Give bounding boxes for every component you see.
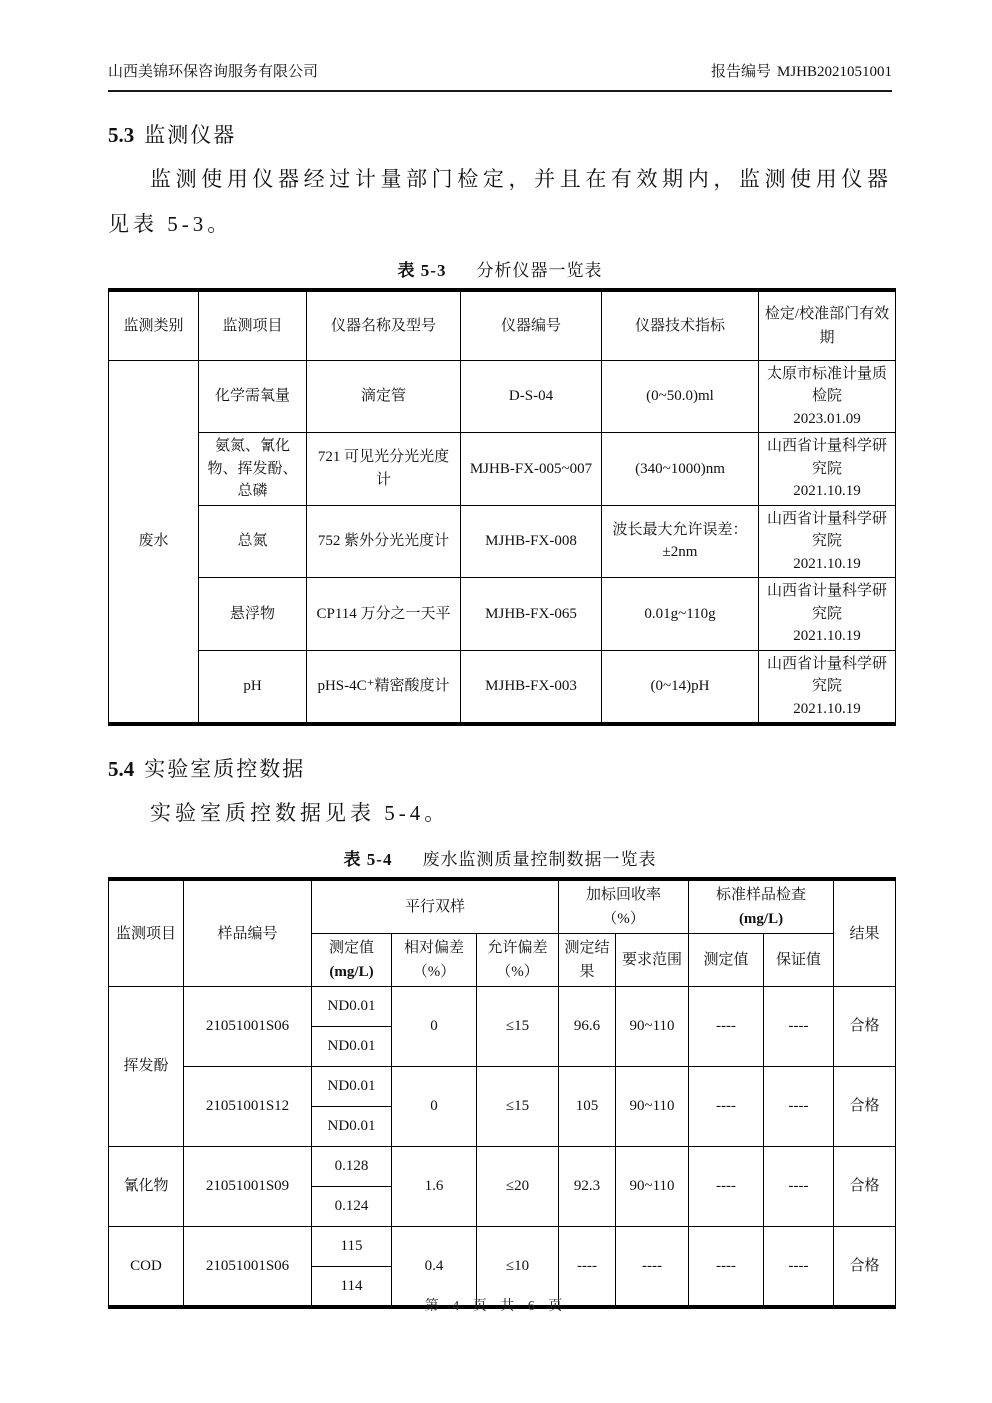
- validity-date: 2023.01.09: [793, 410, 861, 427]
- cell-instrument-number: MJHB-FX-005~007: [461, 433, 602, 506]
- cell-result: 合格: [834, 1147, 896, 1227]
- section-5-4-paragraph: 实验室质控数据见表 5-4。: [150, 801, 450, 825]
- cell-spike-range: 90~110: [616, 1067, 689, 1147]
- qc-header-row-1: [109, 879, 896, 934]
- table-row: [109, 650, 896, 724]
- cell-allowed-deviation: ≤15: [477, 1067, 559, 1147]
- cell-instrument-number: MJHB-FX-003: [461, 650, 602, 724]
- instrument-table-header-row: [109, 290, 896, 360]
- measured-value-label: 测定值: [328, 940, 374, 956]
- table-5-3-caption: [108, 256, 892, 281]
- cell-spike-result: 92.3: [559, 1147, 616, 1227]
- cell-measured-1: 0.128: [312, 1147, 392, 1187]
- page-footer: 第 4 页 共 6 页: [424, 1299, 568, 1314]
- instrument-table: [108, 288, 896, 726]
- cell-measured-2: 0.124: [312, 1187, 392, 1227]
- cell-item: COD: [109, 1227, 184, 1307]
- section-5-3-title: 监测仪器: [144, 123, 237, 147]
- spike-recovery-label: 加标回收率: [586, 887, 662, 903]
- column-header-relative-deviation: 相对偏差（%）: [392, 934, 477, 987]
- agency-name: 山西省计量科学研究院: [766, 655, 887, 694]
- section-5-3-heading: [108, 119, 892, 149]
- agency-name: 太原市标准计量质检院: [766, 365, 887, 404]
- cell-allowed-deviation: ≤10: [477, 1227, 559, 1307]
- report-number-value: MJHB2021051001: [776, 64, 892, 80]
- cell-instrument-number: D-S-04: [461, 360, 602, 433]
- page-content: [108, 0, 892, 1309]
- table-5-4-caption-label: 表 5-4: [343, 850, 393, 869]
- section-5-4-number: 5.4: [108, 757, 135, 781]
- column-header-spec: 仪器技术指标: [602, 290, 759, 360]
- cell-std-guaranteed: ----: [764, 1067, 834, 1147]
- page-header: [108, 0, 892, 92]
- table-row: [109, 360, 896, 433]
- cell-spec: (340~1000)nm: [602, 433, 759, 506]
- report-number-block: [705, 60, 892, 81]
- column-header-item: 监测项目: [109, 879, 184, 987]
- column-header-category: 监测类别: [109, 290, 199, 360]
- cell-std-measured: ----: [689, 1147, 764, 1227]
- cell-spike-range: 90~110: [616, 987, 689, 1067]
- column-header-std-guaranteed: 保证值: [764, 934, 834, 987]
- column-group-spike-recovery: [559, 879, 689, 934]
- validity-date: 2021.10.19: [793, 483, 861, 499]
- cell-result: 合格: [834, 1067, 896, 1147]
- column-header-item: 监测项目: [199, 290, 307, 360]
- column-group-standard-sample: [689, 879, 834, 934]
- cell-allowed-deviation: ≤20: [477, 1147, 559, 1227]
- cell-relative-deviation: 0: [392, 1067, 477, 1147]
- agency-name: 山西省计量科学研究院: [766, 510, 887, 549]
- section-5-3-paragraph: 监测使用仪器经过计量部门检定，并且在有效期内，监测使用仪器见表 5-3。: [108, 167, 892, 236]
- qc-data-table: [108, 877, 896, 1309]
- table-row: [109, 505, 896, 578]
- table-row: [109, 1147, 896, 1187]
- cell-result: 合格: [834, 1227, 896, 1307]
- cell-agency-validity: [759, 360, 896, 433]
- column-header-result: 结果: [834, 879, 896, 987]
- column-header-sample-id: 样品编号: [184, 879, 312, 987]
- column-header-allowed-deviation: 允许偏差（%）: [477, 934, 559, 987]
- cell-std-measured: ----: [689, 1067, 764, 1147]
- column-header-spike-result: 测定结果: [559, 934, 616, 987]
- cell-item: 氨氮、氰化物、挥发酚、总磷: [199, 433, 307, 506]
- table-row: [109, 987, 896, 1027]
- validity-date: 2021.10.19: [793, 628, 861, 644]
- column-header-std-measured: 测定值: [689, 934, 764, 987]
- validity-date: 2021.10.19: [793, 700, 861, 717]
- cell-measured-2: ND0.01: [312, 1027, 392, 1067]
- report-number-label: 报告编号: [710, 64, 771, 80]
- cell-std-measured: ----: [689, 987, 764, 1067]
- cell-item: 总氮: [199, 505, 307, 578]
- cell-instrument-name: 滴定管: [307, 360, 461, 433]
- cell-std-guaranteed: ----: [764, 1227, 834, 1307]
- cell-agency-validity: [759, 433, 896, 506]
- validity-date: 2021.10.19: [793, 555, 861, 572]
- table-5-3-caption-label: 表 5-3: [397, 261, 447, 280]
- cell-sample-id: 21051001S06: [184, 987, 312, 1067]
- cell-measured-2: ND0.01: [312, 1107, 392, 1147]
- cell-measured-1: ND0.01: [312, 1067, 392, 1107]
- cell-spec: 0.01g~110g: [602, 578, 759, 651]
- cell-spec: (0~14)pH: [602, 650, 759, 724]
- cell-result: 合格: [834, 987, 896, 1067]
- cell-std-measured: ----: [689, 1227, 764, 1307]
- cell-instrument-name: 752 紫外分光光度计: [307, 505, 461, 578]
- cell-spike-range: ----: [616, 1227, 689, 1307]
- cell-sample-id: 21051001S09: [184, 1147, 312, 1227]
- cell-spec: 波长最大允许误差：±2nm: [602, 505, 759, 578]
- column-header-instrument-number: 仪器编号: [461, 290, 602, 360]
- column-header-agency-validity: 检定/校准部门有效期: [759, 290, 896, 360]
- cell-std-guaranteed: ----: [764, 987, 834, 1067]
- cell-item: 悬浮物: [199, 578, 307, 651]
- section-5-4-title: 实验室质控数据: [144, 757, 306, 781]
- cell-instrument-name: 721 可见光分光光度计: [307, 433, 461, 506]
- section-5-4-heading: [108, 753, 892, 783]
- cell-item: pH: [199, 650, 307, 724]
- cell-relative-deviation: 1.6: [392, 1147, 477, 1227]
- table-5-3-caption-title: 分析仪器一览表: [476, 261, 603, 280]
- agency-name: 山西省计量科学研究院: [766, 438, 887, 477]
- cell-measured-1: 115: [312, 1227, 392, 1267]
- cell-instrument-number: MJHB-FX-008: [461, 505, 602, 578]
- cell-relative-deviation: 0.4: [392, 1227, 477, 1307]
- cell-instrument-name: CP114 万分之一天平: [307, 578, 461, 651]
- column-header-spike-range: 要求范围: [616, 934, 689, 987]
- cell-spike-result: 96.6: [559, 987, 616, 1067]
- cell-spike-range: 90~110: [616, 1147, 689, 1227]
- column-header-measured-value: [312, 934, 392, 987]
- measured-value-unit: (mg/L): [329, 964, 374, 980]
- cell-agency-validity: [759, 505, 896, 578]
- cell-spike-result: ----: [559, 1227, 616, 1307]
- table-row: [109, 578, 896, 651]
- table-5-4-caption-title: 废水监测质量控制数据一览表: [422, 850, 657, 869]
- cell-sample-id: 21051001S06: [184, 1227, 312, 1307]
- spike-recovery-unit: （%）: [602, 911, 645, 927]
- table-row: [109, 433, 896, 506]
- agency-name: 山西省计量科学研究院: [766, 583, 887, 622]
- cell-std-guaranteed: ----: [764, 1147, 834, 1227]
- cell-measured-1: ND0.01: [312, 987, 392, 1027]
- standard-sample-label: 标准样品检查: [716, 887, 807, 903]
- cell-instrument-number: MJHB-FX-065: [461, 578, 602, 651]
- cell-allowed-deviation: ≤15: [477, 987, 559, 1067]
- section-5-3-number: 5.3: [108, 123, 135, 147]
- cell-category: 废水: [109, 360, 199, 724]
- cell-agency-validity: [759, 650, 896, 724]
- company-name: 山西美锦环保咨询服务有限公司: [108, 64, 319, 80]
- cell-instrument-name: pHS-4C⁺精密酸度计: [307, 650, 461, 724]
- cell-item: 氰化物: [109, 1147, 184, 1227]
- column-group-parallel-duplicate: 平行双样: [312, 879, 559, 934]
- cell-relative-deviation: 0: [392, 987, 477, 1067]
- cell-spike-result: 105: [559, 1067, 616, 1147]
- cell-spec: (0~50.0)ml: [602, 360, 759, 433]
- table-row: [109, 1227, 896, 1267]
- table-5-4-caption: [108, 845, 892, 870]
- column-header-instrument-name: 仪器名称及型号: [307, 290, 461, 360]
- cell-agency-validity: [759, 578, 896, 651]
- cell-measured-2: 114: [312, 1267, 392, 1307]
- table-row: [109, 1067, 896, 1107]
- standard-sample-unit: (mg/L): [738, 911, 784, 927]
- cell-sample-id: 21051001S12: [184, 1067, 312, 1147]
- cell-item: 挥发酚: [109, 987, 184, 1147]
- cell-item: 化学需氧量: [199, 360, 307, 433]
